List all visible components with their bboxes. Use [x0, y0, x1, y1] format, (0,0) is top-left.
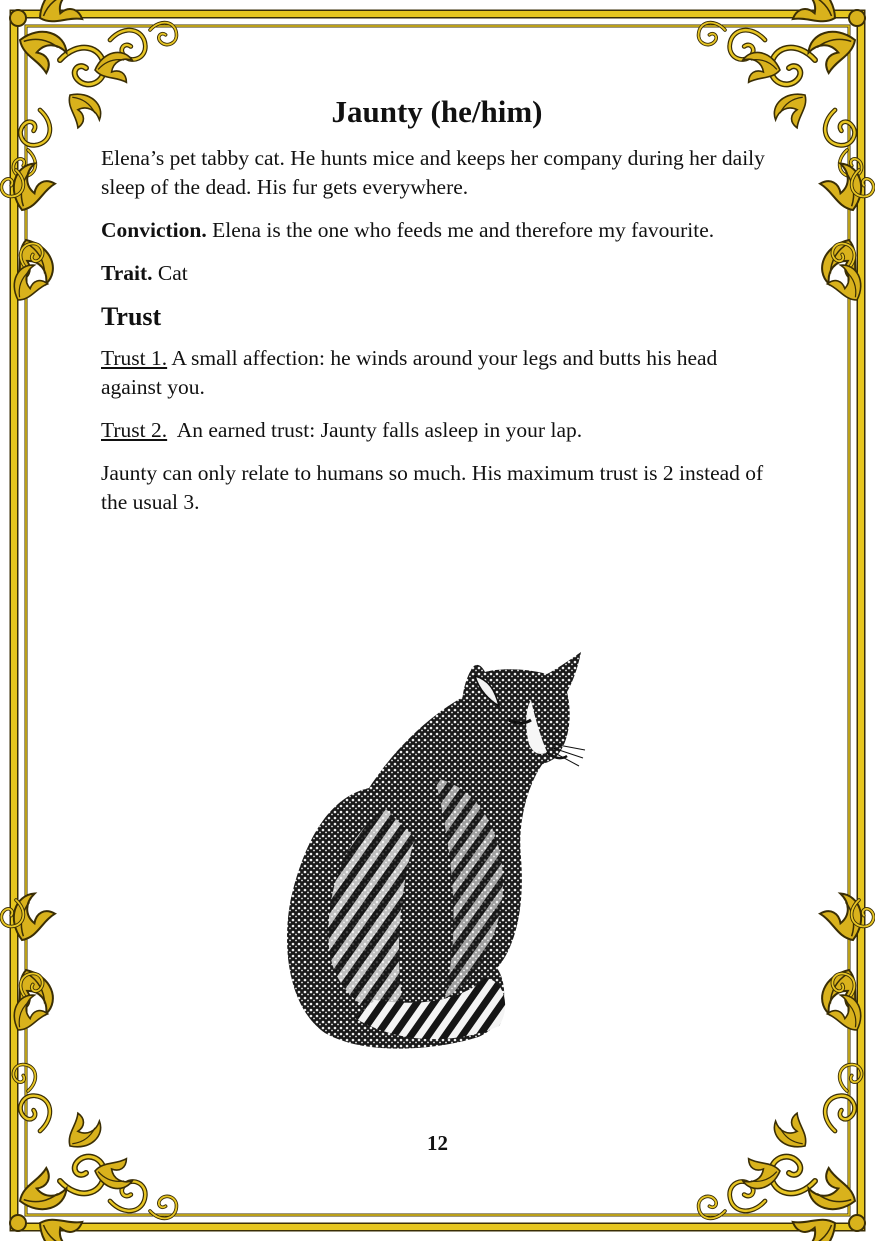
trait-paragraph — [101, 259, 773, 288]
trust-2-label: Trust 2. — [101, 418, 168, 442]
tabby-cat-illustration — [285, 648, 590, 1058]
conviction-paragraph — [101, 216, 773, 245]
page-number: 12 — [427, 1131, 448, 1155]
cat-icon — [285, 648, 590, 1058]
trust-2-paragraph — [101, 416, 773, 445]
trust-1-paragraph — [101, 344, 773, 402]
conviction-text: Elena is the one who feeds me and therefore my favourite. — [206, 218, 715, 242]
intro-paragraph: Elena’s pet tabby cat. He hunts mice and keeps her company during her daily sleep of the dead. His fur gets everywhere. — [101, 146, 765, 199]
trait-label: Trait. — [101, 261, 153, 285]
trust-1-text: A small affection: he winds around your legs and butts his head against you. — [101, 346, 723, 399]
trust-note-paragraph: Jaunty can only relate to humans so much. His maximum trust is 2 instead of the usual 3. — [101, 461, 764, 514]
page-title: Jaunty (he/him) — [331, 94, 543, 129]
conviction-label: Conviction. — [101, 218, 207, 242]
trust-2-text: An earned trust: Jaunty falls asleep in your lap. — [167, 418, 583, 442]
trust-1-label: Trust 1. — [101, 346, 168, 370]
page-content — [101, 94, 773, 531]
trait-text: Cat — [152, 261, 188, 285]
trust-heading: Trust — [101, 302, 162, 331]
